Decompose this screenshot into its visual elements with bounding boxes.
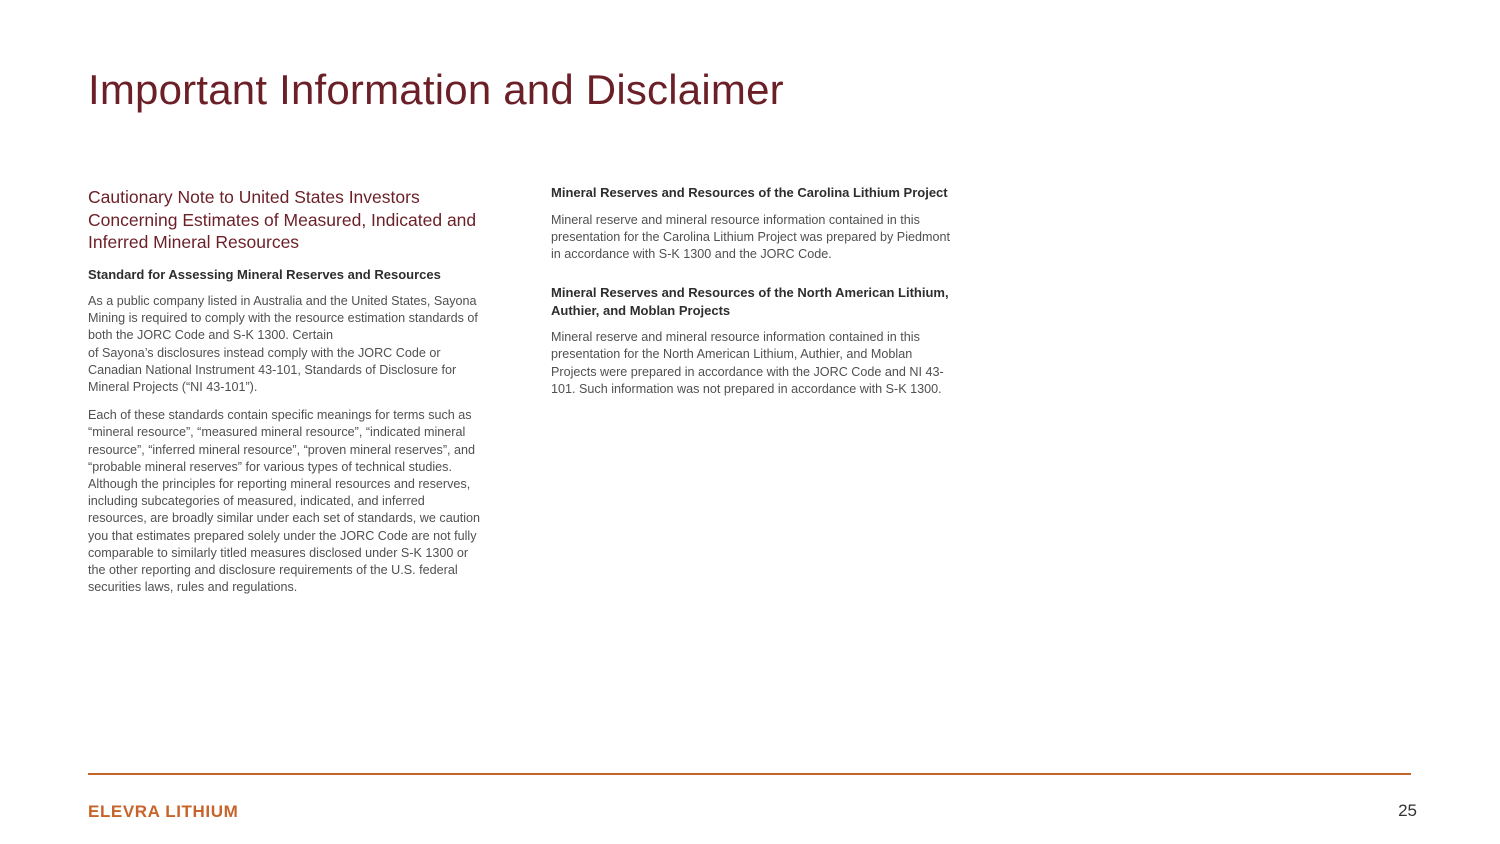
paragraph-1-line-2: of Sayona’s disclosures instead comply with the JORC Code or Canadian National Instrument 43-101, Standards of Disclosure for Mineral Projects (“NI 43-101”). bbox=[88, 345, 457, 395]
north-american-lithium-heading: Mineral Reserves and Resources of the North American Lithium, Authier, and Moblan Projects bbox=[551, 285, 949, 318]
carolina-lithium-heading: Mineral Reserves and Resources of the Carolina Lithium Project bbox=[551, 185, 948, 200]
north-american-lithium-body: Mineral reserve and mineral resource information contained in this presentation for the North American Lithium, Authier, and Moblan Projects were prepared in accordance with the JORC Code and NI 43-101. Such information was not prepared in accordance with S-K 1300. bbox=[551, 330, 944, 396]
cautionary-note-heading: Cautionary Note to United States Investors Concerning Estimates of Measured, Indicated and Inferred Mineral Resources bbox=[88, 187, 477, 252]
page-title: Important Information and Disclaimer bbox=[88, 66, 784, 113]
carolina-lithium-body: Mineral reserve and mineral resource information contained in this presentation for the Carolina Lithium Project was prepared by Piedmont in accordance with S-K 1300 and the JORC Code. bbox=[551, 212, 951, 261]
standards-paragraph-1 bbox=[88, 293, 483, 396]
brand-logo-text: ELEVRA LITHIUM bbox=[88, 802, 239, 821]
footer-divider bbox=[88, 773, 1411, 775]
right-column bbox=[551, 184, 951, 419]
standards-paragraph-2: Each of these standards contain specific meanings for terms such as “mineral resource”, “measured mineral resource”, “indicated mineral resource”, “inferred mineral resource”, “proven mineral reserves”, and “probable mineral reserves” for various types of technical studies. Although the principles for reporting mineral resources and reserves, including subcategories of measured, indicated, and inferred resources, are broadly similar under each set of standards, we caution you that estimates prepared solely under the JORC Code are not fully comparable to similarly titled measures disclosed under S-K 1300 or the other reporting and disclosure requirements of the U.S. federal securities laws, rules and regulations. bbox=[88, 408, 481, 595]
standard-subheading: Standard for Assessing Mineral Reserves and Resources bbox=[88, 266, 441, 282]
page-number: 25 bbox=[1398, 801, 1417, 820]
left-column bbox=[88, 186, 483, 607]
paragraph-1-line-1: As a public company listed in Australia and the United States, Sayona Mining is required to comply with the resource estimation standards of both the JORC Code and S-K 1300. Certain bbox=[88, 294, 478, 343]
